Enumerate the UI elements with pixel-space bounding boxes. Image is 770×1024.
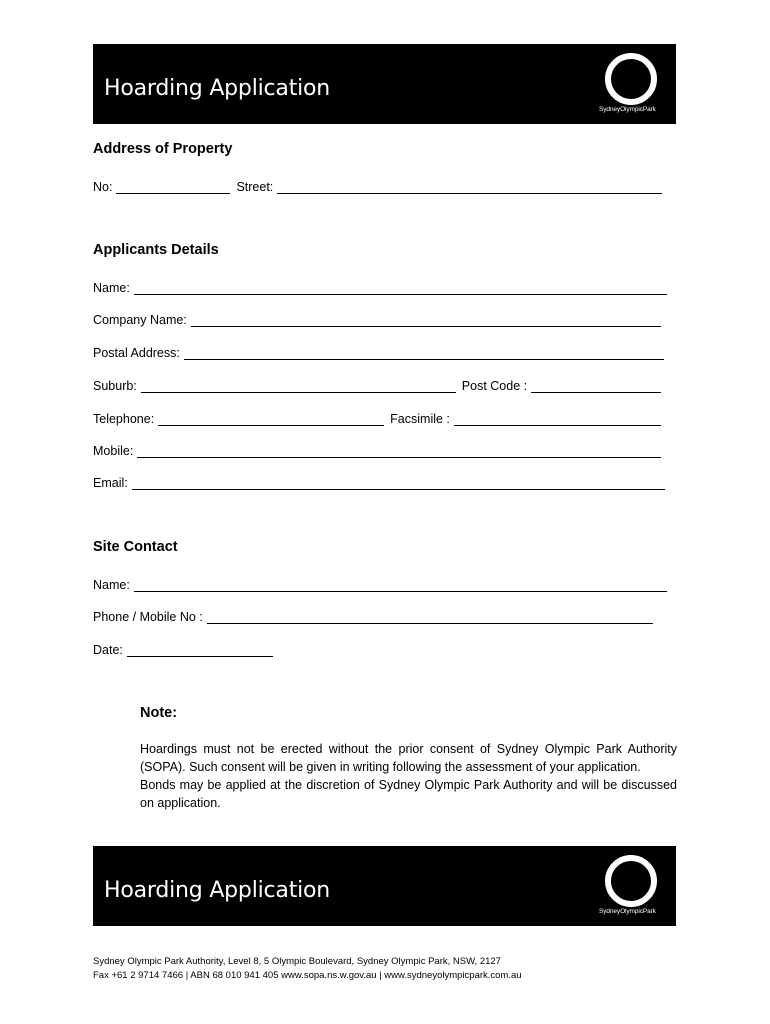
- mobile-row: [93, 440, 661, 458]
- suburb-field[interactable]: [141, 378, 456, 393]
- applicant-name-label: Name:: [93, 281, 130, 295]
- phone-mobile-label: Phone / Mobile No :: [93, 610, 203, 624]
- applicant-heading: Applicants Details: [93, 242, 219, 258]
- postal-address-label: Postal Address:: [93, 346, 180, 360]
- footer-contact-details: Fax +61 2 9714 7466 | ABN 68 010 941 405 www.sopa.ns.w.gov.au | www.sydneyolympicpark.com.au: [93, 970, 522, 981]
- phone-mobile-field[interactable]: [207, 609, 653, 624]
- telephone-field[interactable]: [158, 411, 384, 426]
- company-name-field[interactable]: [191, 312, 661, 327]
- footer-address: Sydney Olympic Park Authority, Level 8, 5 Olympic Boulevard, Sydney Olympic Park, NSW, 2127: [93, 956, 501, 967]
- street-field[interactable]: [277, 179, 662, 194]
- facsimile-field[interactable]: [454, 411, 661, 426]
- applicant-name-row: [93, 277, 667, 295]
- date-label: Date:: [93, 643, 123, 657]
- header-banner: [93, 44, 676, 124]
- logo-text: SydneyOlympicPark: [599, 908, 656, 915]
- telephone-row: [93, 408, 661, 426]
- sydney-olympic-park-logo-icon: [605, 855, 657, 907]
- address-row: [93, 176, 662, 194]
- company-name-label: Company Name:: [93, 313, 187, 327]
- site-contact-name-label: Name:: [93, 578, 130, 592]
- date-field[interactable]: [127, 642, 273, 657]
- applicant-name-field[interactable]: [134, 280, 667, 295]
- sydney-olympic-park-logo-icon: [605, 53, 657, 105]
- email-field[interactable]: [132, 475, 665, 490]
- note-heading: Note:: [140, 705, 178, 721]
- email-row: [93, 472, 665, 490]
- postal-address-row: [93, 342, 664, 360]
- suburb-row: [93, 375, 661, 393]
- telephone-label: Telephone:: [93, 412, 155, 426]
- note-body: [140, 740, 677, 812]
- post-code-field[interactable]: [531, 378, 661, 393]
- suburb-label: Suburb:: [93, 379, 137, 393]
- site-contact-name-field[interactable]: [134, 577, 667, 592]
- no-label: No:: [93, 180, 113, 194]
- street-label: Street:: [236, 180, 274, 194]
- note-paragraph: Hoardings must not be erected without the prior consent of Sydney Olympic Park Authority (SOPA). Such consent will be given in writing following the assessment of your application.: [140, 742, 677, 774]
- form-title: Hoarding Application: [104, 878, 331, 903]
- note-paragraph: Bonds may be applied at the discretion of Sydney Olympic Park Authority and will be discussed on application.: [140, 778, 677, 810]
- email-label: Email:: [93, 476, 128, 490]
- address-heading: Address of Property: [93, 141, 233, 157]
- logo-text: SydneyOlympicPark: [599, 106, 656, 113]
- footer-banner: [93, 846, 676, 926]
- site-contact-heading: Site Contact: [93, 539, 178, 555]
- facsimile-label: Facsimile :: [390, 412, 450, 426]
- site-contact-name-row: [93, 574, 667, 592]
- post-code-label: Post Code :: [461, 379, 528, 393]
- mobile-label: Mobile:: [93, 444, 134, 458]
- phone-mobile-row: [93, 606, 653, 624]
- mobile-field[interactable]: [137, 443, 661, 458]
- postal-address-field[interactable]: [184, 345, 664, 360]
- footer-contact: [93, 955, 522, 983]
- form-title: Hoarding Application: [104, 76, 331, 101]
- no-field[interactable]: [116, 179, 230, 194]
- company-name-row: [93, 309, 661, 327]
- date-row: [93, 639, 273, 657]
